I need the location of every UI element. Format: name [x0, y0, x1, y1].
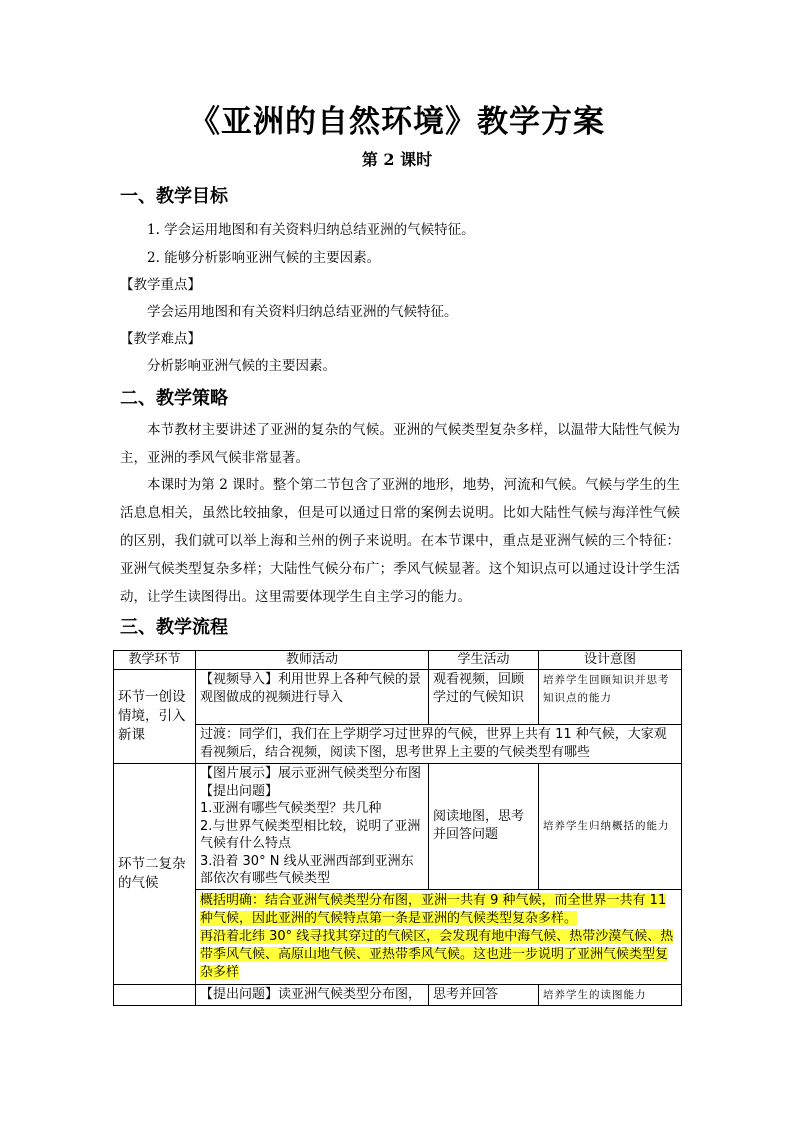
teacher-activity-2-line-1: 【图片展示】展示亚洲气候类型分布图 [200, 766, 422, 781]
summary-highlight-1: 概括明确：结合亚洲气候类型分布图，亚洲一共有 9 种气候，而全世界一共有 11 种气候，因此亚洲的气候特点第一条是亚洲的气候类型复杂多样。 [200, 892, 667, 926]
teacher-activity-2 [196, 764, 429, 890]
strategy-paragraph-1: 本节教材主要讲述了亚洲的复杂的气候。亚洲的气候类型复杂多样，以温带大陆性气候为主，亚洲的季风气候非常显著。 [120, 422, 680, 466]
teaching-flow-table [113, 650, 682, 1006]
table-row [114, 725, 682, 764]
stage-2-cell: 环节二复杂的气候 [114, 764, 196, 985]
student-activity-3: 思考并回答 [429, 984, 539, 1005]
stage-1-cell: 环节一创设情境，引入新课 [114, 670, 196, 764]
goal-item-1: 1. 学会运用地图和有关资料归纳总结亚洲的气候特征。 [147, 222, 475, 238]
table-row [114, 889, 682, 984]
header-intent: 设计意图 [539, 651, 682, 670]
design-intent-1: 培养学生回顾知识并思考知识点的能力 [539, 670, 682, 725]
header-stage: 教学环节 [114, 651, 196, 670]
student-activity-2: 阅读地图，思考并回答问题 [429, 764, 539, 890]
difficulty-label: 【教学难点】 [120, 331, 201, 347]
section-flow-heading: 三、教学流程 [120, 617, 228, 638]
key-point-label: 【教学重点】 [120, 277, 201, 293]
teacher-activity-1: 【视频导入】利用世界上各种气候的景观图做成的视频进行导入 [196, 670, 429, 725]
teacher-activity-2-line-4: 2.与世界气候类型相比较，说明了亚洲气候有什么特点 [200, 818, 421, 851]
strategy-paragraph-2: 本课时为第 2 课时。整个第二节包含了亚洲的地形，地势，河流和气候。气候与学生的生活息息相关，虽然比较抽象，但是可以通过日常的案例去说明。比如大陆性气候与海洋性气候的区别，我们就可以举上海和兰州的例子来说明。在本节课中，重点是亚洲气候的三个特征：亚洲气候类型复杂多样；大陆性气候分布广；季风气候显著。这个知识点可以通过设计学生活动，让学生读图得出。这里需要体现学生自主学习的能力。 [120, 477, 680, 605]
table-row [114, 670, 682, 725]
summary-highlight-2: 再沿着北纬 30° 线寻找其穿过的气候区，会发现有地中海气候、热带沙漠气候、热带季风气候、高原山地气候、亚热带季风气候。这也进一步说明了亚洲气候类型复杂多样 [200, 928, 674, 980]
key-point-text: 学会运用地图和有关资料归纳总结亚洲的气候特征。 [147, 304, 458, 320]
teacher-activity-2-line-2: 【提出问题】 [200, 783, 279, 799]
section-goals-heading: 一、教学目标 [120, 186, 228, 207]
table-row [114, 764, 682, 890]
design-intent-2: 培养学生归纳概括的能力 [539, 764, 682, 890]
transition-text: 过渡：同学们，我们在上学期学习过世界的气候，世界上共有 11 种气候，大家观看视频后，结合视频，阅读下图，思考世界上主要的气候类型有哪些 [196, 725, 682, 764]
teacher-activity-2-line-5: 3.沿着 30° N 线从亚洲西部到亚洲东部依次有哪些气候类型 [200, 853, 414, 886]
document-title: 《亚洲的自然环境》教学方案 [189, 104, 605, 140]
table-row [114, 984, 682, 1005]
design-intent-3: 培养学生的读图能力 [539, 984, 682, 1005]
header-teacher: 教师活动 [196, 651, 429, 670]
student-activity-1: 观看视频，回顾学过的气候知识 [429, 670, 539, 725]
lesson-subtitle: 第 2 课时 [361, 150, 433, 169]
section-strategy-heading: 二、教学策略 [120, 388, 228, 409]
table-header-row [114, 651, 682, 670]
summary-cell [196, 889, 682, 984]
teacher-activity-2-line-3: 1.亚洲有哪些气候类型？共几种 [200, 801, 382, 816]
stage-3-cell [114, 984, 196, 1005]
header-student: 学生活动 [429, 651, 539, 670]
difficulty-text: 分析影响亚洲气候的主要因素。 [147, 358, 336, 374]
teacher-activity-3: 【提出问题】读亚洲气候类型分布图， [196, 984, 429, 1005]
goal-item-2: 2. 能够分析影响亚洲气候的主要因素。 [147, 250, 381, 266]
